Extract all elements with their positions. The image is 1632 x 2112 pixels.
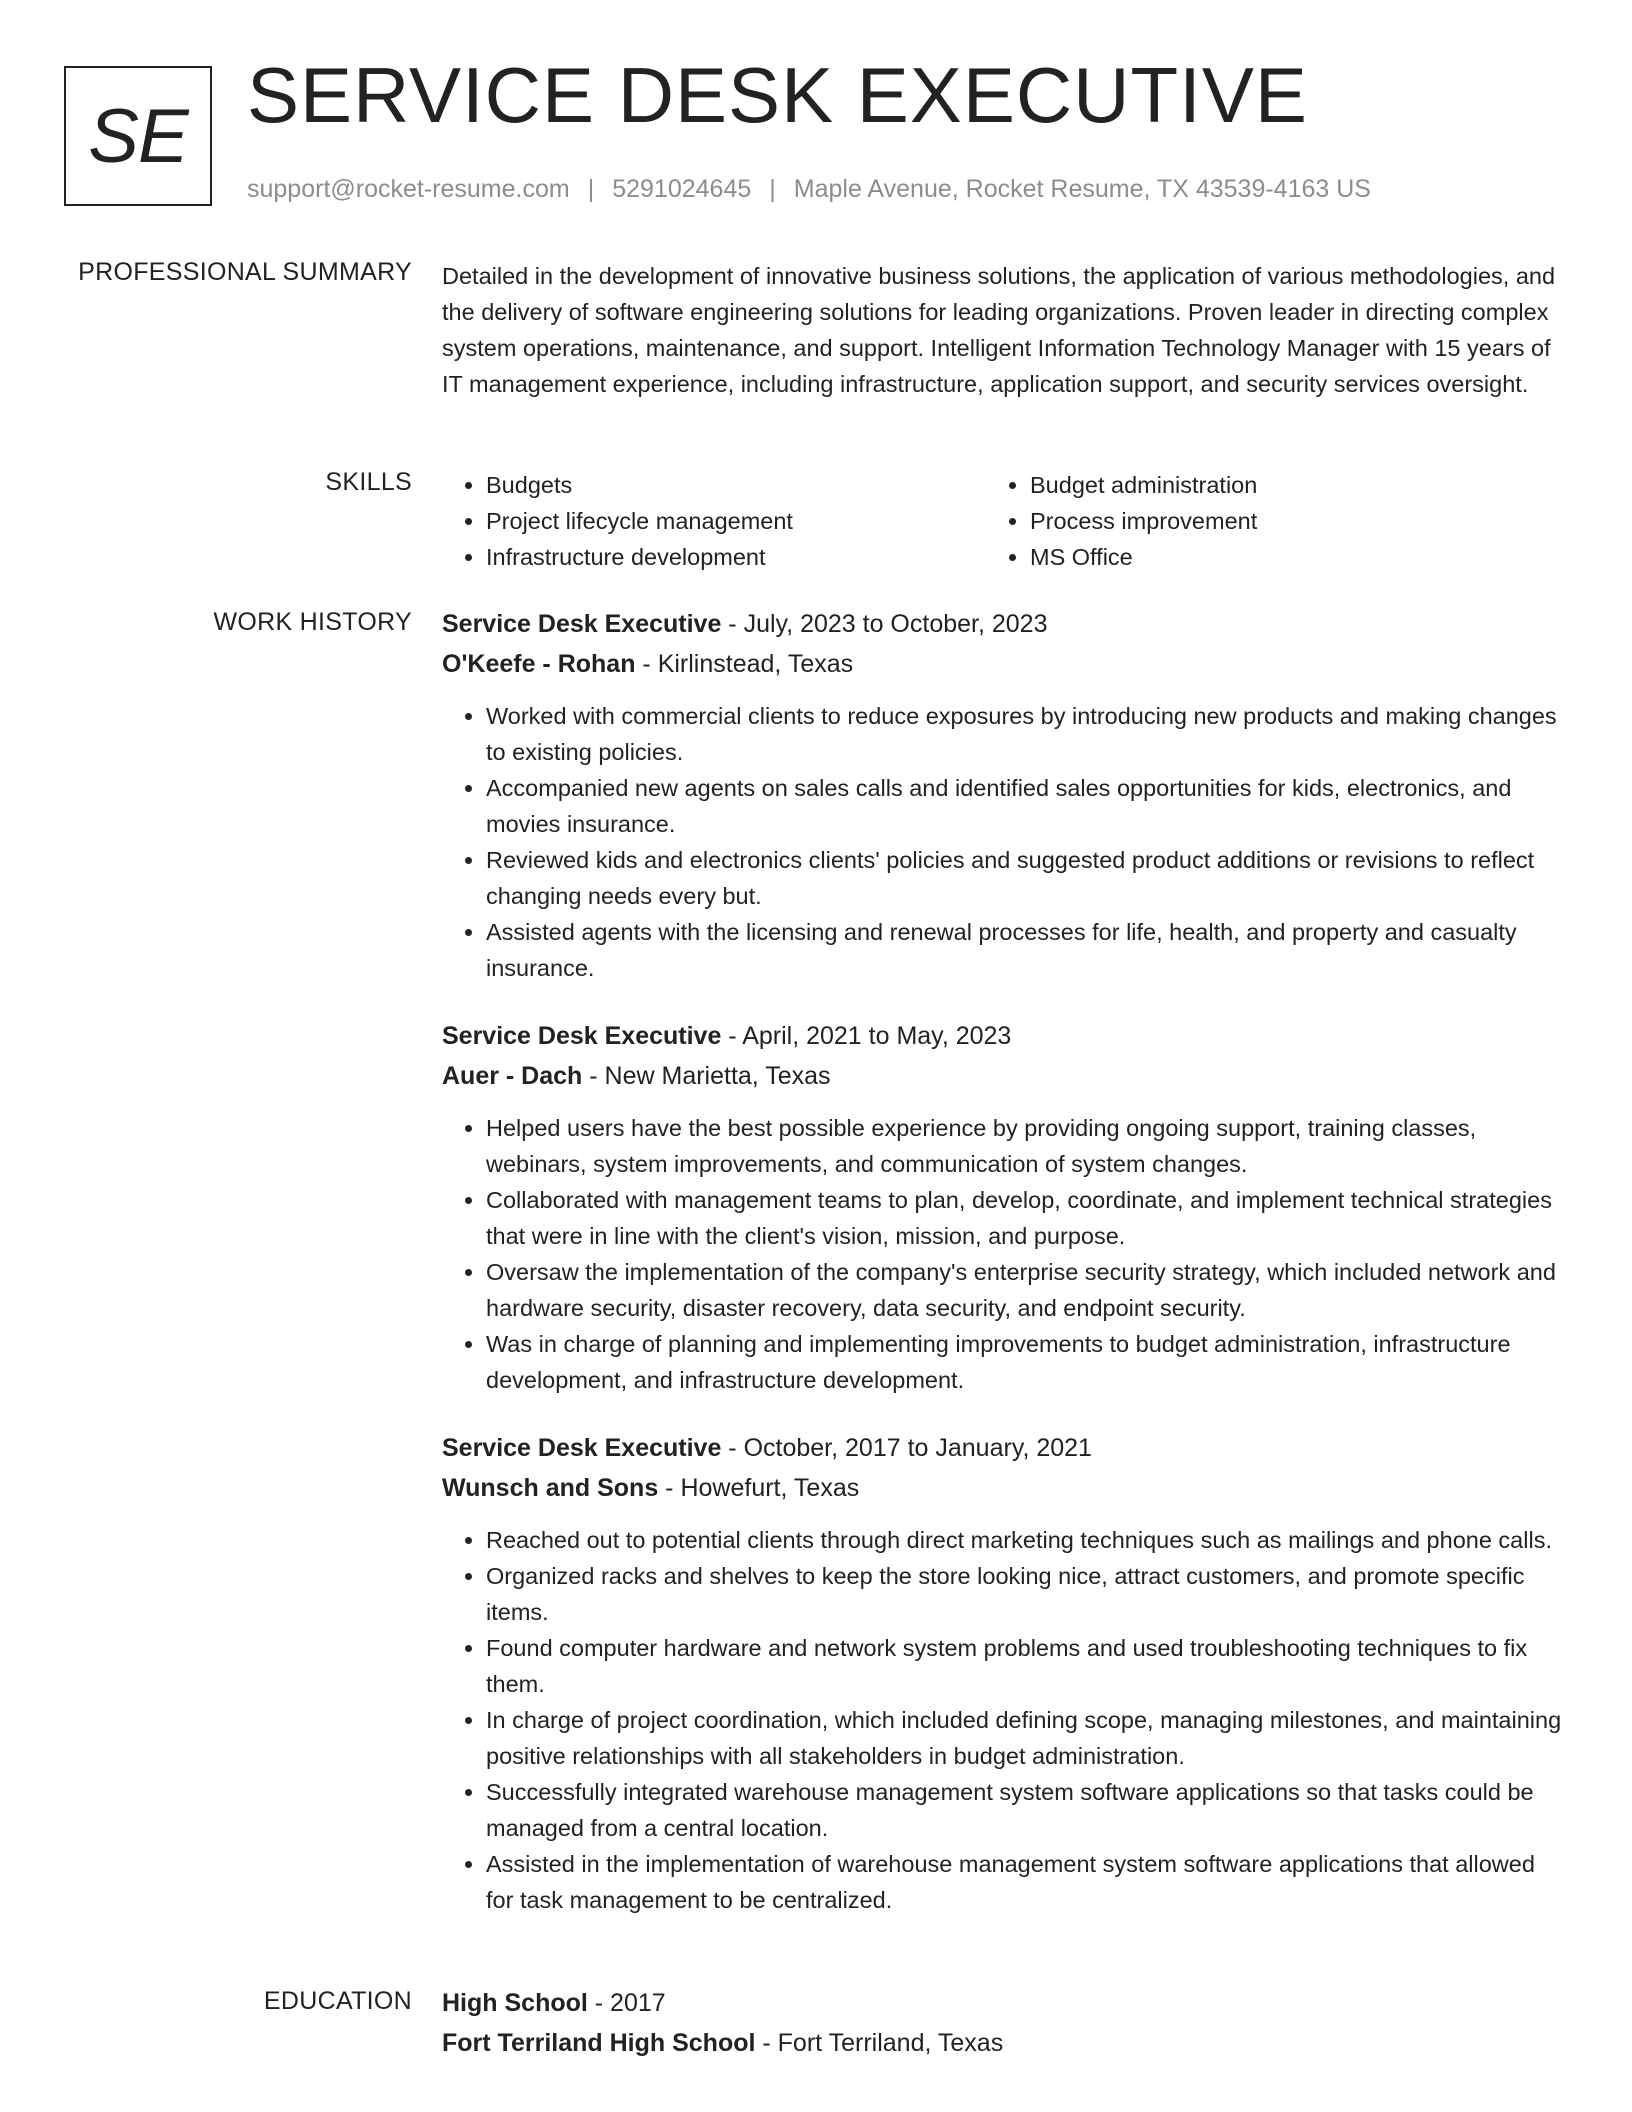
job-title-line	[442, 1016, 1562, 1056]
company-location: - New Marietta, Texas	[582, 1062, 831, 1090]
company-name: Auer - Dach	[442, 1062, 583, 1090]
job-title-line	[442, 604, 1562, 644]
job-dates: - July, 2023 to October, 2023	[721, 610, 1048, 638]
skills-section	[442, 467, 1562, 575]
skill-item: • Process improvement	[1030, 503, 1530, 539]
monogram-box	[64, 66, 212, 206]
school-name: Fort Terriland High School	[442, 2029, 756, 2057]
duty-item: • Assisted in the implementation of warehouse management system software applications that allowed for task management to be centralized.	[486, 1846, 1562, 1918]
contact-separator: |	[769, 175, 776, 203]
skills-list-right	[986, 467, 1530, 575]
duty-item: • Found computer hardware and network system problems and used troubleshooting techniques to fix them.	[486, 1630, 1562, 1702]
education-heading: EDUCATION	[263, 1987, 412, 2015]
education-entry	[442, 1983, 1562, 2063]
contact-separator: |	[587, 175, 595, 203]
school-line	[442, 2023, 1562, 2063]
skill-item: • Budget administration	[1030, 467, 1530, 503]
job-title: Service Desk Executive	[442, 1022, 722, 1050]
duty-item: • In charge of project coordination, which included defining scope, managing milestones, and maintaining positive relationships with all stakeholders in budget administration.	[486, 1702, 1562, 1774]
company-location: - Howefurt, Texas	[658, 1474, 860, 1502]
skills-list-left	[442, 467, 986, 575]
contact-address: Maple Avenue, Rocket Resume, TX 43539-4163 US	[793, 175, 1371, 203]
duty-item: • Was in charge of planning and implementing improvements to budget administration, infrastructure development, and infrastructure development.	[486, 1326, 1562, 1398]
duty-item: • Organized racks and shelves to keep the store looking nice, attract customers, and promote specific items.	[486, 1558, 1562, 1630]
degree-name: High School	[442, 1989, 588, 2017]
summary-heading: PROFESSIONAL SUMMARY	[78, 258, 412, 286]
duty-item: • Accompanied new agents on sales calls and identified sales opportunities for kids, electronics, and movies insurance.	[486, 770, 1562, 842]
job-title: Service Desk Executive	[442, 610, 722, 638]
duties-list	[442, 1110, 1562, 1398]
skill-item: • Project lifecycle management	[486, 503, 986, 539]
skill-item: • Infrastructure development	[486, 539, 986, 575]
duty-item: • Oversaw the implementation of the company's enterprise security strategy, which included network and hardware security, disaster recovery, data security, and endpoint security.	[486, 1254, 1562, 1326]
duty-item: • Collaborated with management teams to plan, develop, coordinate, and implement technical strategies that were in line with the client's vision, mission, and purpose.	[486, 1182, 1562, 1254]
duty-item: • Reviewed kids and electronics clients' policies and suggested product additions or revisions to reflect changing needs every but.	[486, 842, 1562, 914]
company-line	[442, 644, 1562, 684]
skill-item: • MS Office	[1030, 539, 1530, 575]
company-name: Wunsch and Sons	[442, 1474, 659, 1502]
duties-list	[442, 1522, 1562, 1918]
work-history-heading: WORK HISTORY	[213, 608, 412, 636]
contact-line	[247, 175, 1371, 204]
duty-item: • Assisted agents with the licensing and renewal processes for life, health, and property and casualty insurance.	[486, 914, 1562, 986]
monogram-text: SE	[88, 93, 188, 179]
duty-item: • Reached out to potential clients through direct marketing techniques such as mailings and phone calls.	[486, 1522, 1562, 1558]
job-dates: - April, 2021 to May, 2023	[721, 1022, 1012, 1050]
summary-text: Detailed in the development of innovative business solutions, the application of various methodologies, and the delivery of software engineering solutions for leading organizations. Proven leader in directing complex system operations, maintenance, and support. Intelligent Information Technology Manager with 15 years of IT management experience, including infrastructure, application support, and security services oversight.	[442, 263, 1556, 397]
contact-phone: 5291024645	[612, 175, 752, 203]
company-name: O'Keefe - Rohan	[442, 650, 636, 678]
school-location: - Fort Terriland, Texas	[755, 2029, 1004, 2057]
duties-list	[442, 698, 1562, 986]
duty-item: • Worked with commercial clients to reduce exposures by introducing new products and making changes to existing policies.	[486, 698, 1562, 770]
contact-email: support@rocket-resume.com	[247, 175, 570, 203]
skill-item: • Budgets	[486, 467, 986, 503]
duty-item: • Helped users have the best possible experience by providing ongoing support, training classes, webinars, system improvements, and communication of system changes.	[486, 1110, 1562, 1182]
job-title: Service Desk Executive	[442, 1434, 722, 1462]
job-dates: - October, 2017 to January, 2021	[721, 1434, 1092, 1462]
degree-year: - 2017	[587, 1989, 666, 2017]
job-entry	[442, 1016, 1562, 1398]
company-location: - Kirlinstead, Texas	[635, 650, 854, 678]
skills-heading: SKILLS	[325, 468, 412, 496]
candidate-title: SERVICE DESK EXECUTIVE	[247, 51, 1308, 139]
job-entry	[442, 1428, 1562, 1918]
job-entry	[442, 604, 1562, 986]
duty-item: • Successfully integrated warehouse management system software applications so that tasks could be managed from a central location.	[486, 1774, 1562, 1846]
degree-line	[442, 1983, 1562, 2023]
job-title-line	[442, 1428, 1562, 1468]
company-line	[442, 1468, 1562, 1508]
company-line	[442, 1056, 1562, 1096]
summary-section	[442, 258, 1562, 402]
